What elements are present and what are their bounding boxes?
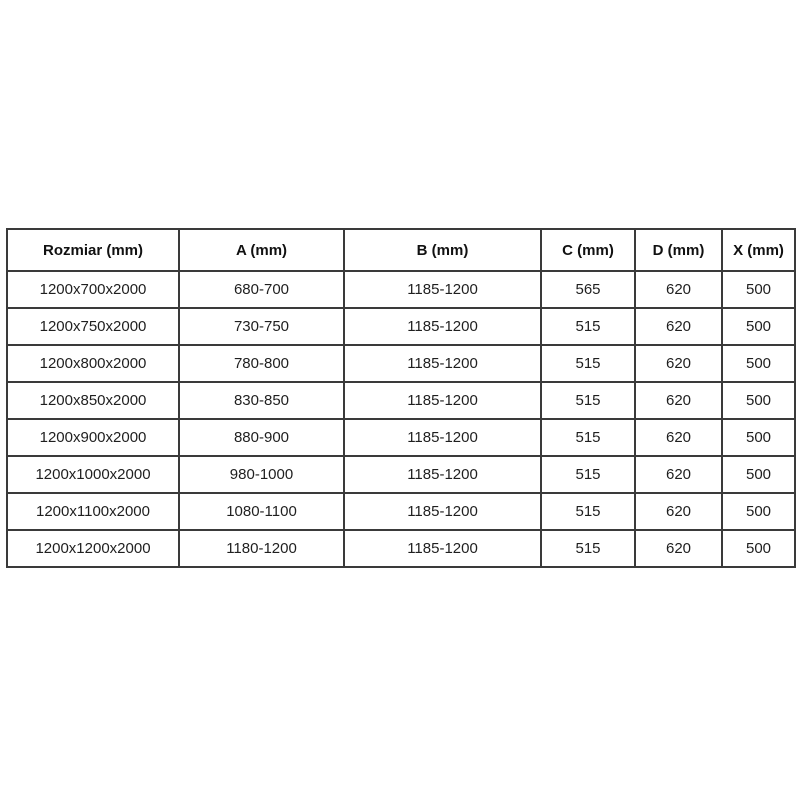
- table-row: [7, 456, 795, 493]
- table-cell: 1185-1200: [344, 345, 541, 382]
- table-cell: 730-750: [179, 308, 344, 345]
- table-cell: 1080-1100: [179, 493, 344, 530]
- table-cell: 500: [722, 345, 795, 382]
- table-cell: 620: [635, 271, 722, 308]
- table-row: [7, 419, 795, 456]
- table-cell: 515: [541, 530, 635, 567]
- table-cell: 620: [635, 308, 722, 345]
- table-cell: 980-1000: [179, 456, 344, 493]
- table-cell: 1185-1200: [344, 382, 541, 419]
- table-cell: 620: [635, 493, 722, 530]
- table-cell: 680-700: [179, 271, 344, 308]
- table-cell: 515: [541, 345, 635, 382]
- table-row: [7, 308, 795, 345]
- spec-table-container: [6, 228, 794, 568]
- column-header-b: B (mm): [344, 229, 541, 271]
- table-cell: 1200x1200x2000: [7, 530, 179, 567]
- table-cell: 500: [722, 308, 795, 345]
- table-cell: 620: [635, 419, 722, 456]
- table-cell: 1200x900x2000: [7, 419, 179, 456]
- table-cell: 500: [722, 419, 795, 456]
- table-cell: 620: [635, 345, 722, 382]
- table-cell: 620: [635, 456, 722, 493]
- table-cell: 1185-1200: [344, 271, 541, 308]
- table-row: [7, 382, 795, 419]
- table-cell: 830-850: [179, 382, 344, 419]
- table-cell: 500: [722, 456, 795, 493]
- header-row: [7, 229, 795, 271]
- table-cell: 780-800: [179, 345, 344, 382]
- table-cell: 515: [541, 419, 635, 456]
- table-cell: 1185-1200: [344, 456, 541, 493]
- table-row: [7, 345, 795, 382]
- table-cell: 1200x1000x2000: [7, 456, 179, 493]
- table-row: [7, 493, 795, 530]
- table-cell: 515: [541, 382, 635, 419]
- column-header-rozmiar: Rozmiar (mm): [7, 229, 179, 271]
- table-row: [7, 530, 795, 567]
- table-cell: 1200x750x2000: [7, 308, 179, 345]
- table-cell: 515: [541, 308, 635, 345]
- table-cell: 515: [541, 456, 635, 493]
- table-row: [7, 271, 795, 308]
- table-cell: 500: [722, 530, 795, 567]
- table-cell: 1180-1200: [179, 530, 344, 567]
- table-cell: 500: [722, 382, 795, 419]
- table-cell: 1200x800x2000: [7, 345, 179, 382]
- table-cell: 515: [541, 493, 635, 530]
- table-cell: 1185-1200: [344, 419, 541, 456]
- table-cell: 620: [635, 530, 722, 567]
- table-cell: 1185-1200: [344, 493, 541, 530]
- table-cell: 565: [541, 271, 635, 308]
- table-cell: 1200x1100x2000: [7, 493, 179, 530]
- table-cell: 620: [635, 382, 722, 419]
- table-cell: 1185-1200: [344, 530, 541, 567]
- table-cell: 1200x850x2000: [7, 382, 179, 419]
- table-cell: 1185-1200: [344, 308, 541, 345]
- table-cell: 500: [722, 493, 795, 530]
- table-cell: 880-900: [179, 419, 344, 456]
- size-specification-table: [6, 228, 796, 568]
- column-header-c: C (mm): [541, 229, 635, 271]
- table-cell: 1200x700x2000: [7, 271, 179, 308]
- column-header-x: X (mm): [722, 229, 795, 271]
- column-header-a: A (mm): [179, 229, 344, 271]
- table-cell: 500: [722, 271, 795, 308]
- column-header-d: D (mm): [635, 229, 722, 271]
